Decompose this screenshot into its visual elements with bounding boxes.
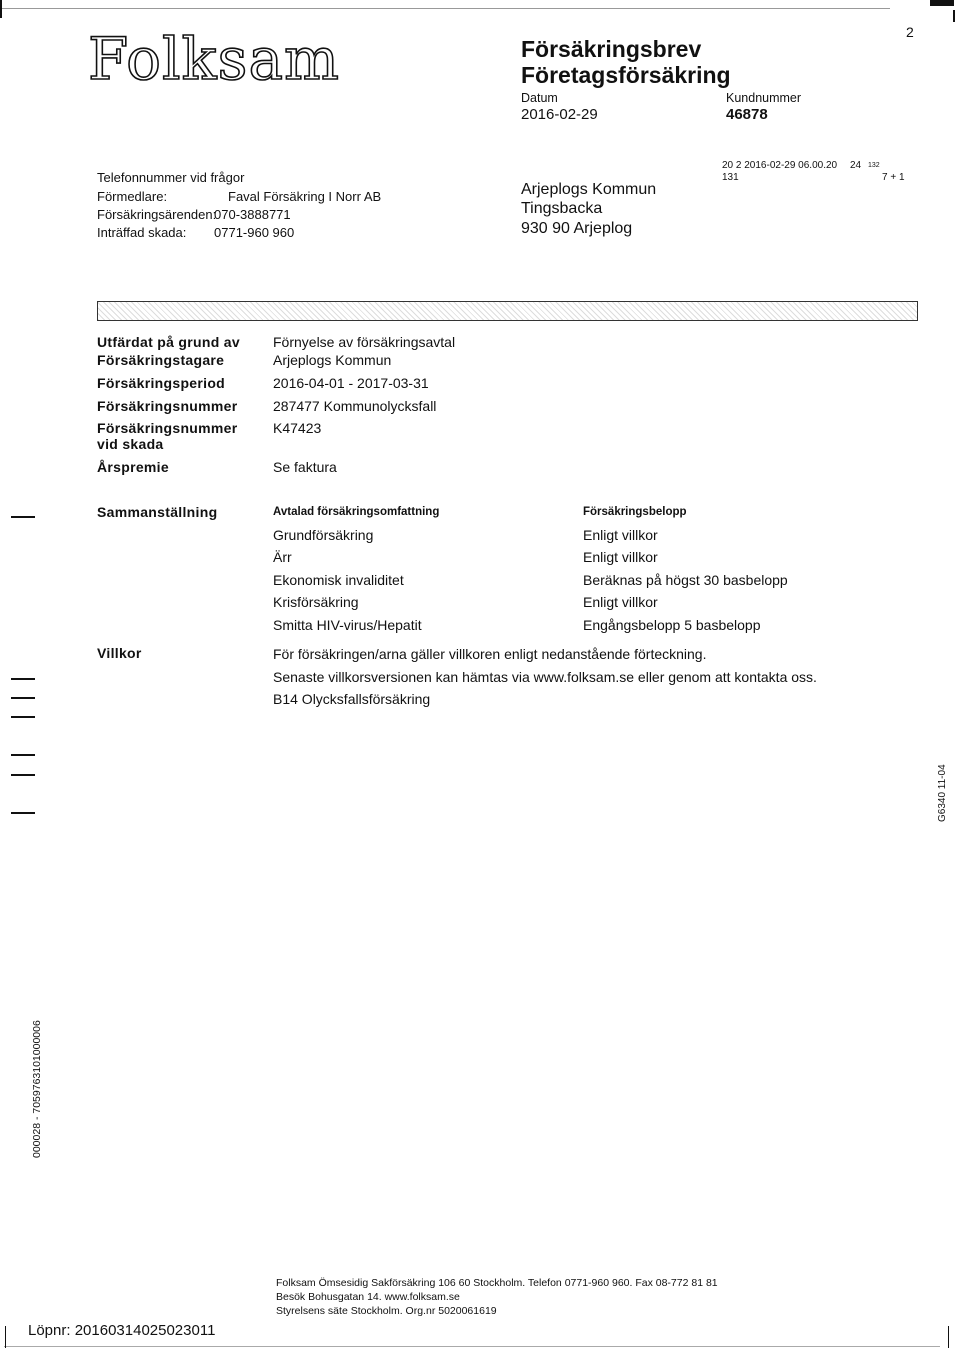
label-forsakringstagare: Försäkringstagare	[97, 352, 225, 368]
bottom-right-tick	[948, 1326, 949, 1348]
summary-item: Grundförsäkring	[273, 527, 374, 543]
page-number: 2	[906, 24, 914, 40]
summary-item: Smitta HIV-virus/Hepatit	[273, 617, 422, 633]
code-line-2b: 7 + 1	[882, 172, 905, 183]
top-right-tick	[953, 10, 955, 22]
datum-label: Datum	[521, 91, 558, 105]
contact-value-formedlare: Faval Försäkring I Norr AB	[228, 189, 382, 204]
label-nummer-vid-skada: Försäkringsnummer vid skada	[97, 420, 238, 452]
recipient-line-3: 930 90 Arjeplog	[521, 220, 633, 237]
lopnr: Löpnr: 20160314025023011	[28, 1322, 216, 1339]
top-left-tick	[0, 0, 2, 18]
margin-mark	[11, 754, 35, 756]
summary-item: Ekonomisk invaliditet	[273, 572, 404, 588]
side-code-left: 000028 - 7059763101000006	[31, 1020, 43, 1158]
summary-amount: Enligt villkor	[583, 549, 658, 565]
bottom-left-tick	[5, 1326, 6, 1348]
footer-line-1: Folksam Ömsesidig Sakförsäkring 106 60 Stockholm. Telefon 0771-960 960. Fax 08-772 81 81	[276, 1277, 718, 1289]
label-forsakringsnummer: Försäkringsnummer	[97, 398, 238, 414]
value-forsakringstagare: Arjeplogs Kommun	[273, 352, 392, 368]
summary-section-label: Sammanställning	[97, 504, 218, 520]
datum-value: 2016-02-29	[521, 106, 598, 123]
summary-amount: Enligt villkor	[583, 527, 658, 543]
margin-mark	[11, 774, 35, 776]
recipient-line-2: Tingsbacka	[521, 200, 603, 217]
code-line-2: 131	[722, 172, 739, 183]
summary-amount: Beräknas på högst 30 basbelopp	[583, 572, 788, 588]
hatched-divider	[97, 301, 918, 321]
value-nummer-vid-skada: K47423	[273, 420, 322, 436]
side-code-right: G6340 11-04	[937, 764, 948, 822]
contact-value-skada: 0771-960 960	[214, 225, 295, 240]
recipient-line-1: Arjeplogs Kommun	[521, 181, 657, 198]
footer-line-3: Styrelsens säte Stockholm. Org.nr 5020061619	[276, 1305, 497, 1317]
bottom-rule	[4, 1346, 940, 1347]
summary-item: Ärr	[273, 549, 292, 565]
contact-label-formedlare: Förmedlare:	[97, 189, 168, 204]
contact-heading: Telefonnummer vid frågor	[97, 170, 245, 185]
summary-amount: Enligt villkor	[583, 594, 658, 610]
footer-line-2: Besök Bohusgatan 14. www.folksam.se	[276, 1291, 460, 1303]
doc-subtitle: Företagsförsäkring	[521, 62, 731, 88]
villkor-label: Villkor	[97, 645, 142, 661]
code-n1: 24	[850, 160, 862, 171]
margin-mark	[11, 516, 35, 518]
doc-title: Försäkringsbrev	[521, 36, 702, 62]
margin-mark	[11, 678, 35, 680]
summary-col1-header: Avtalad försäkringsomfattning	[273, 506, 440, 518]
kundnummer-label: Kundnummer	[726, 91, 802, 105]
value-forsakringsperiod: 2016-04-01 - 2017-03-31	[273, 375, 429, 391]
margin-mark	[11, 812, 35, 814]
summary-item: Krisförsäkring	[273, 594, 359, 610]
villkor-line-1: För försäkringen/arna gäller villkoren enligt nedanstående förteckning.	[273, 646, 707, 662]
contact-value-arenden: 070-3888771	[214, 207, 291, 222]
contact-label-skada: Inträffad skada:	[97, 225, 187, 240]
villkor-line-2: Senaste villkorsversionen kan hämtas via www.folksam.se eller genom att kontakta oss.	[273, 669, 817, 685]
label-forsakringsperiod: Försäkringsperiod	[97, 375, 226, 391]
top-rule	[0, 8, 890, 9]
folksam-logo: Folksam	[88, 25, 341, 93]
value-arspremie: Se faktura	[273, 459, 337, 475]
label-arspremie: Årspremie	[97, 459, 169, 475]
summary-amount: Engångsbelopp 5 basbelopp	[583, 617, 761, 633]
summary-col2-header: Försäkringsbelopp	[583, 506, 687, 518]
contact-label-arenden: Försäkringsärenden:	[97, 207, 217, 222]
margin-mark	[11, 716, 35, 718]
value-utfardat: Förnyelse av försäkringsavtal	[273, 334, 456, 350]
kundnummer-value: 46878	[726, 106, 768, 123]
margin-mark	[11, 697, 35, 699]
label-utfardat: Utfärdat på grund av	[97, 334, 240, 350]
code-n2: 132	[868, 162, 880, 169]
villkor-line-3: B14 Olycksfallsförsäkring	[273, 691, 431, 707]
code-line-1: 20 2 2016-02-29 06.00.20	[722, 160, 838, 171]
top-right-mark	[930, 0, 954, 6]
value-forsakringsnummer: 287477 Kommunolycksfall	[273, 398, 437, 414]
